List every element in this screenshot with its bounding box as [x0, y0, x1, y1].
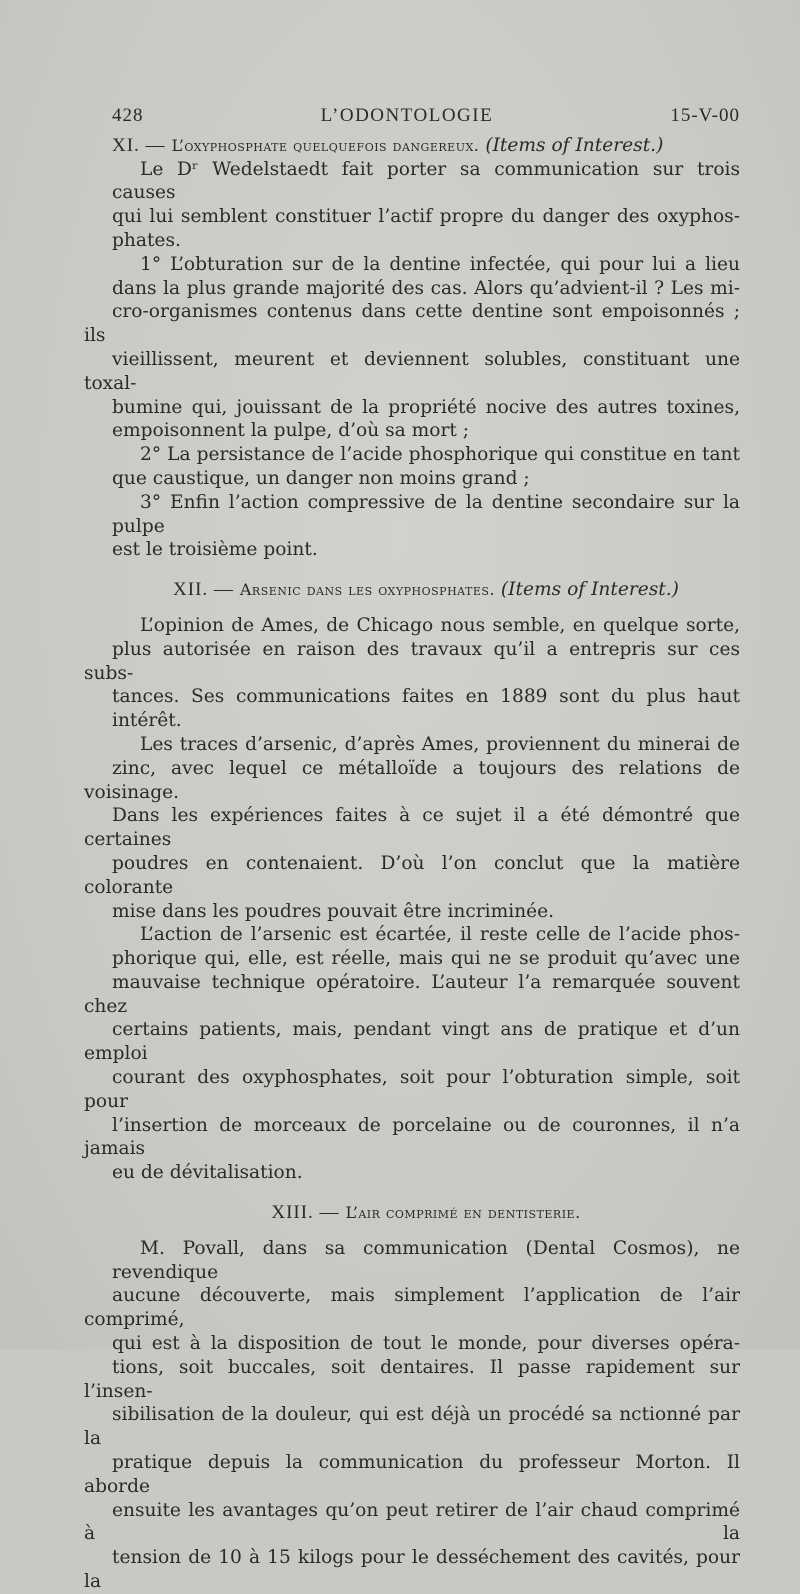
section-source: (Items of Interest.) — [500, 579, 679, 601]
text-line: ensuite les avantages qu’on peut retirer de l’air chaud comprimé à la — [84, 1499, 740, 1545]
section-heading — [112, 1201, 740, 1225]
text-line: dans la plus grande majorité des cas. Alors qu’advient-il ? Les mi- — [112, 277, 740, 299]
paragraph — [84, 733, 740, 923]
section-11 — [84, 134, 740, 562]
text-line: bumine qui, jouissant de la propriété nocive des autres toxines, — [112, 396, 740, 418]
text-line: 1° L’obturation sur de la dentine infectée, qui pour lui a lieu — [140, 253, 740, 275]
text-line: Le Dʳ Wedelstaedt fait porter sa communication sur trois causes — [112, 158, 740, 204]
section-heading — [112, 134, 740, 158]
paragraph — [112, 443, 740, 491]
paragraph — [84, 614, 740, 733]
paragraph — [112, 491, 740, 562]
paragraph — [84, 923, 740, 1185]
page-number: 428 — [112, 105, 144, 126]
text-line: tances. Ses communications faites en 1889 sont du plus haut — [112, 686, 740, 708]
text-line: L’opinion de Ames, de Chicago nous semble, en quelque sorte, — [140, 614, 740, 636]
running-header — [112, 104, 740, 128]
paragraph — [84, 253, 740, 443]
section-number: XII. — — [173, 579, 234, 601]
text-line: que caustique, un danger non moins grand ; — [112, 467, 530, 489]
issue-date: 15-V-00 — [670, 105, 740, 126]
section-number: XI. — — [112, 134, 166, 156]
text-line: pratique depuis la communication du professeur Morton. Il aborde — [84, 1452, 740, 1497]
text-line: plus autorisée en raison des travaux qu’il a entrepris sur ces subs- — [84, 638, 740, 684]
text-line: sibilisation de la douleur, qui est déjà un procédé sa nctionné par la — [84, 1404, 740, 1450]
section-number: XIII. — — [271, 1202, 340, 1224]
text-line: qui est à la disposition de tout le monde, pour diverses opéra- — [112, 1333, 740, 1355]
section-source: (Items of Interest.) — [485, 134, 664, 156]
text-line: intérêt. — [112, 710, 182, 732]
text-line: poudres en contenaient. D’où l’on conclut que la matière colorante — [84, 852, 740, 898]
text-line: tension de 10 à 15 kilogs pour le desséchement des cavités, pour la — [84, 1547, 740, 1593]
text-line: phates. — [112, 229, 181, 251]
section-gap — [112, 1185, 740, 1201]
text-line: mise dans les poudres pouvait être incriminée. — [112, 900, 555, 922]
section-title: L’air comprimé en dentisterie. — [345, 1203, 581, 1223]
text-line: mauvaise technique opératoire. L’auteur l’a remarquée souvent chez — [84, 971, 740, 1017]
text-line: Les traces d’arsenic, d’après Ames, proviennent du minerai de — [140, 733, 740, 755]
text-line: aucune découverte, mais simplement l’application de l’air comprimé, — [84, 1285, 740, 1331]
text-line: tions, soit buccales, soit dentaires. Il passe rapidement sur l’insen- — [84, 1356, 740, 1402]
journal-title: L’ODONTOLOGIE — [320, 105, 494, 126]
text-line: eu de dévitalisation. — [112, 1162, 303, 1184]
section-gap — [112, 562, 740, 578]
text-line: empoisonnent la pulpe, d’où sa mort ; — [112, 420, 470, 442]
text-line: qui lui semblent constituer l’actif propre du danger des oxyphos- — [112, 206, 740, 228]
text-line: courant des oxyphosphates, soit pour l’obturation simple, soit pour — [84, 1067, 740, 1112]
page-content — [84, 104, 740, 1594]
text-line: certains patients, mais, pendant vingt ans de pratique et d’un emploi — [84, 1019, 740, 1065]
section-title: L’oxyphosphate quelquefois dangereux. — [171, 135, 480, 155]
paragraph — [84, 1237, 740, 1594]
text-line: est le troisième point. — [112, 539, 318, 561]
text-line: zinc, avec lequel ce métalloïde a toujours des relations de voisinage. — [84, 757, 740, 803]
article-body — [84, 134, 740, 1594]
section-title: Arsenic dans les oxyphosphates. — [239, 580, 495, 600]
text-line: vieillissent, meurent et deviennent solubles, constituant une toxal- — [84, 348, 740, 394]
text-line: M. Povall, dans sa communication (Dental Cosmos), ne revendique — [112, 1237, 740, 1283]
section-13 — [84, 1185, 740, 1594]
text-line: cro-organismes contenus dans cette dentine sont empoisonnés ; ils — [84, 301, 740, 347]
text-line: phorique qui, elle, est réelle, mais qui ne se produit qu’avec une — [112, 948, 740, 970]
text-line: L’action de l’arsenic est écartée, il reste celle de l’acide phos- — [140, 924, 740, 946]
paragraph — [112, 158, 740, 253]
text-line: 2° La persistance de l’acide phosphorique qui constitue en tant — [140, 444, 740, 466]
section-12 — [84, 562, 740, 1185]
text-line: l’insertion de morceaux de porcelaine ou de couronnes, il n’a jamais — [84, 1114, 740, 1160]
text-line: Dans les expériences faites à ce sujet il a été démontré que certaines — [84, 805, 740, 851]
section-heading — [112, 578, 740, 602]
text-line: 3° Enfin l’action compressive de la dentine secondaire sur la pulpe — [112, 491, 740, 537]
